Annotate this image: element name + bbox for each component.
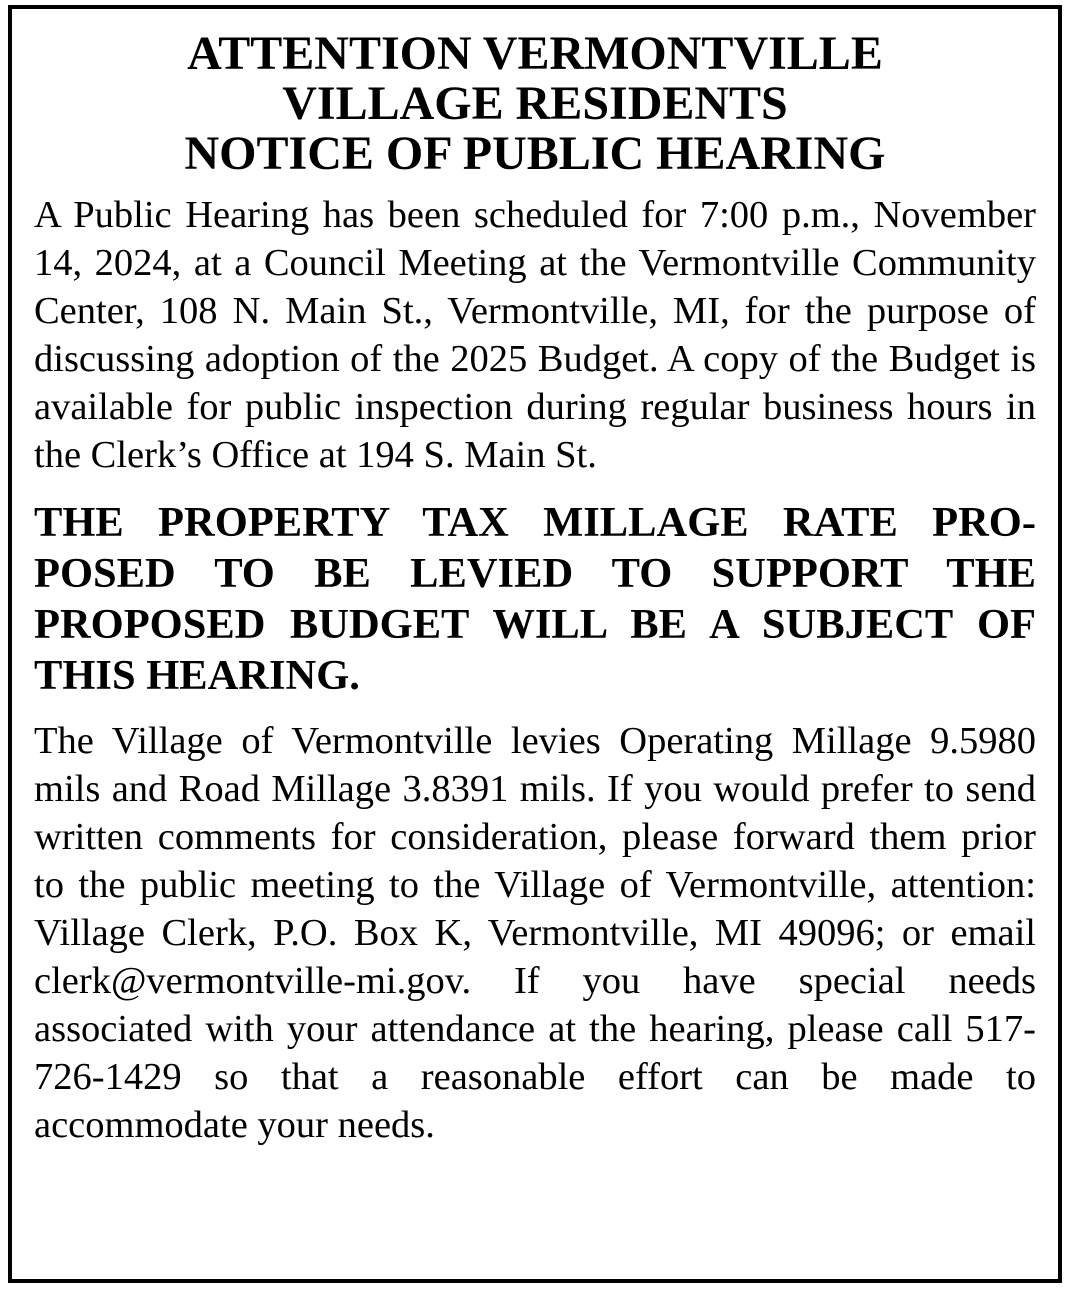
title-line-2: VILLAGE RESIDENTS: [282, 77, 788, 130]
millage-notice: THE PROPERTY TAX MILLAGE RATE PROPOSED TO BE LEVIED TO SUPPORT THE PROPOSED BUDGET WILL BE A SUBJECT OF THIS HEARING.: [34, 499, 1036, 699]
notice-frame: [8, 5, 1062, 1283]
millage-and-contact-paragraph: The Village of Vermontville levies Operating Millage 9.5980 mils and Road Millage 3.8391 mils. If you would prefer to send written comments for consideration, please forward them prior to the public meeting to the Village of Vermontville, attention: Village Clerk, P.O. Box K, Vermontville, MI 49096; or email clerk@vermontville-mi.​gov. If you have special needs associated with your attendance at the hearing, please call 517-726-1429 so that a reasonable effort can be made to accommodate your needs.: [34, 720, 1036, 1146]
hearing-details-paragraph: A Public Hearing has been scheduled for 7:00 p.m., November 14, 2024, at a Council Meeting at the Vermontville Community Center, 108 N. Main St., Vermontville, MI, for the purpose of discussing adoption of the 2025 Budget. A copy of the Budget is available for public inspection during regular business hours in the Clerk’s Office at 194 S. Main St.: [34, 194, 1036, 476]
notice-title: [12, 9, 1058, 179]
title-line-1: ATTENTION VERMONTVILLE: [187, 27, 883, 80]
title-line-3: NOTICE OF PUBLIC HEARING: [184, 127, 886, 180]
